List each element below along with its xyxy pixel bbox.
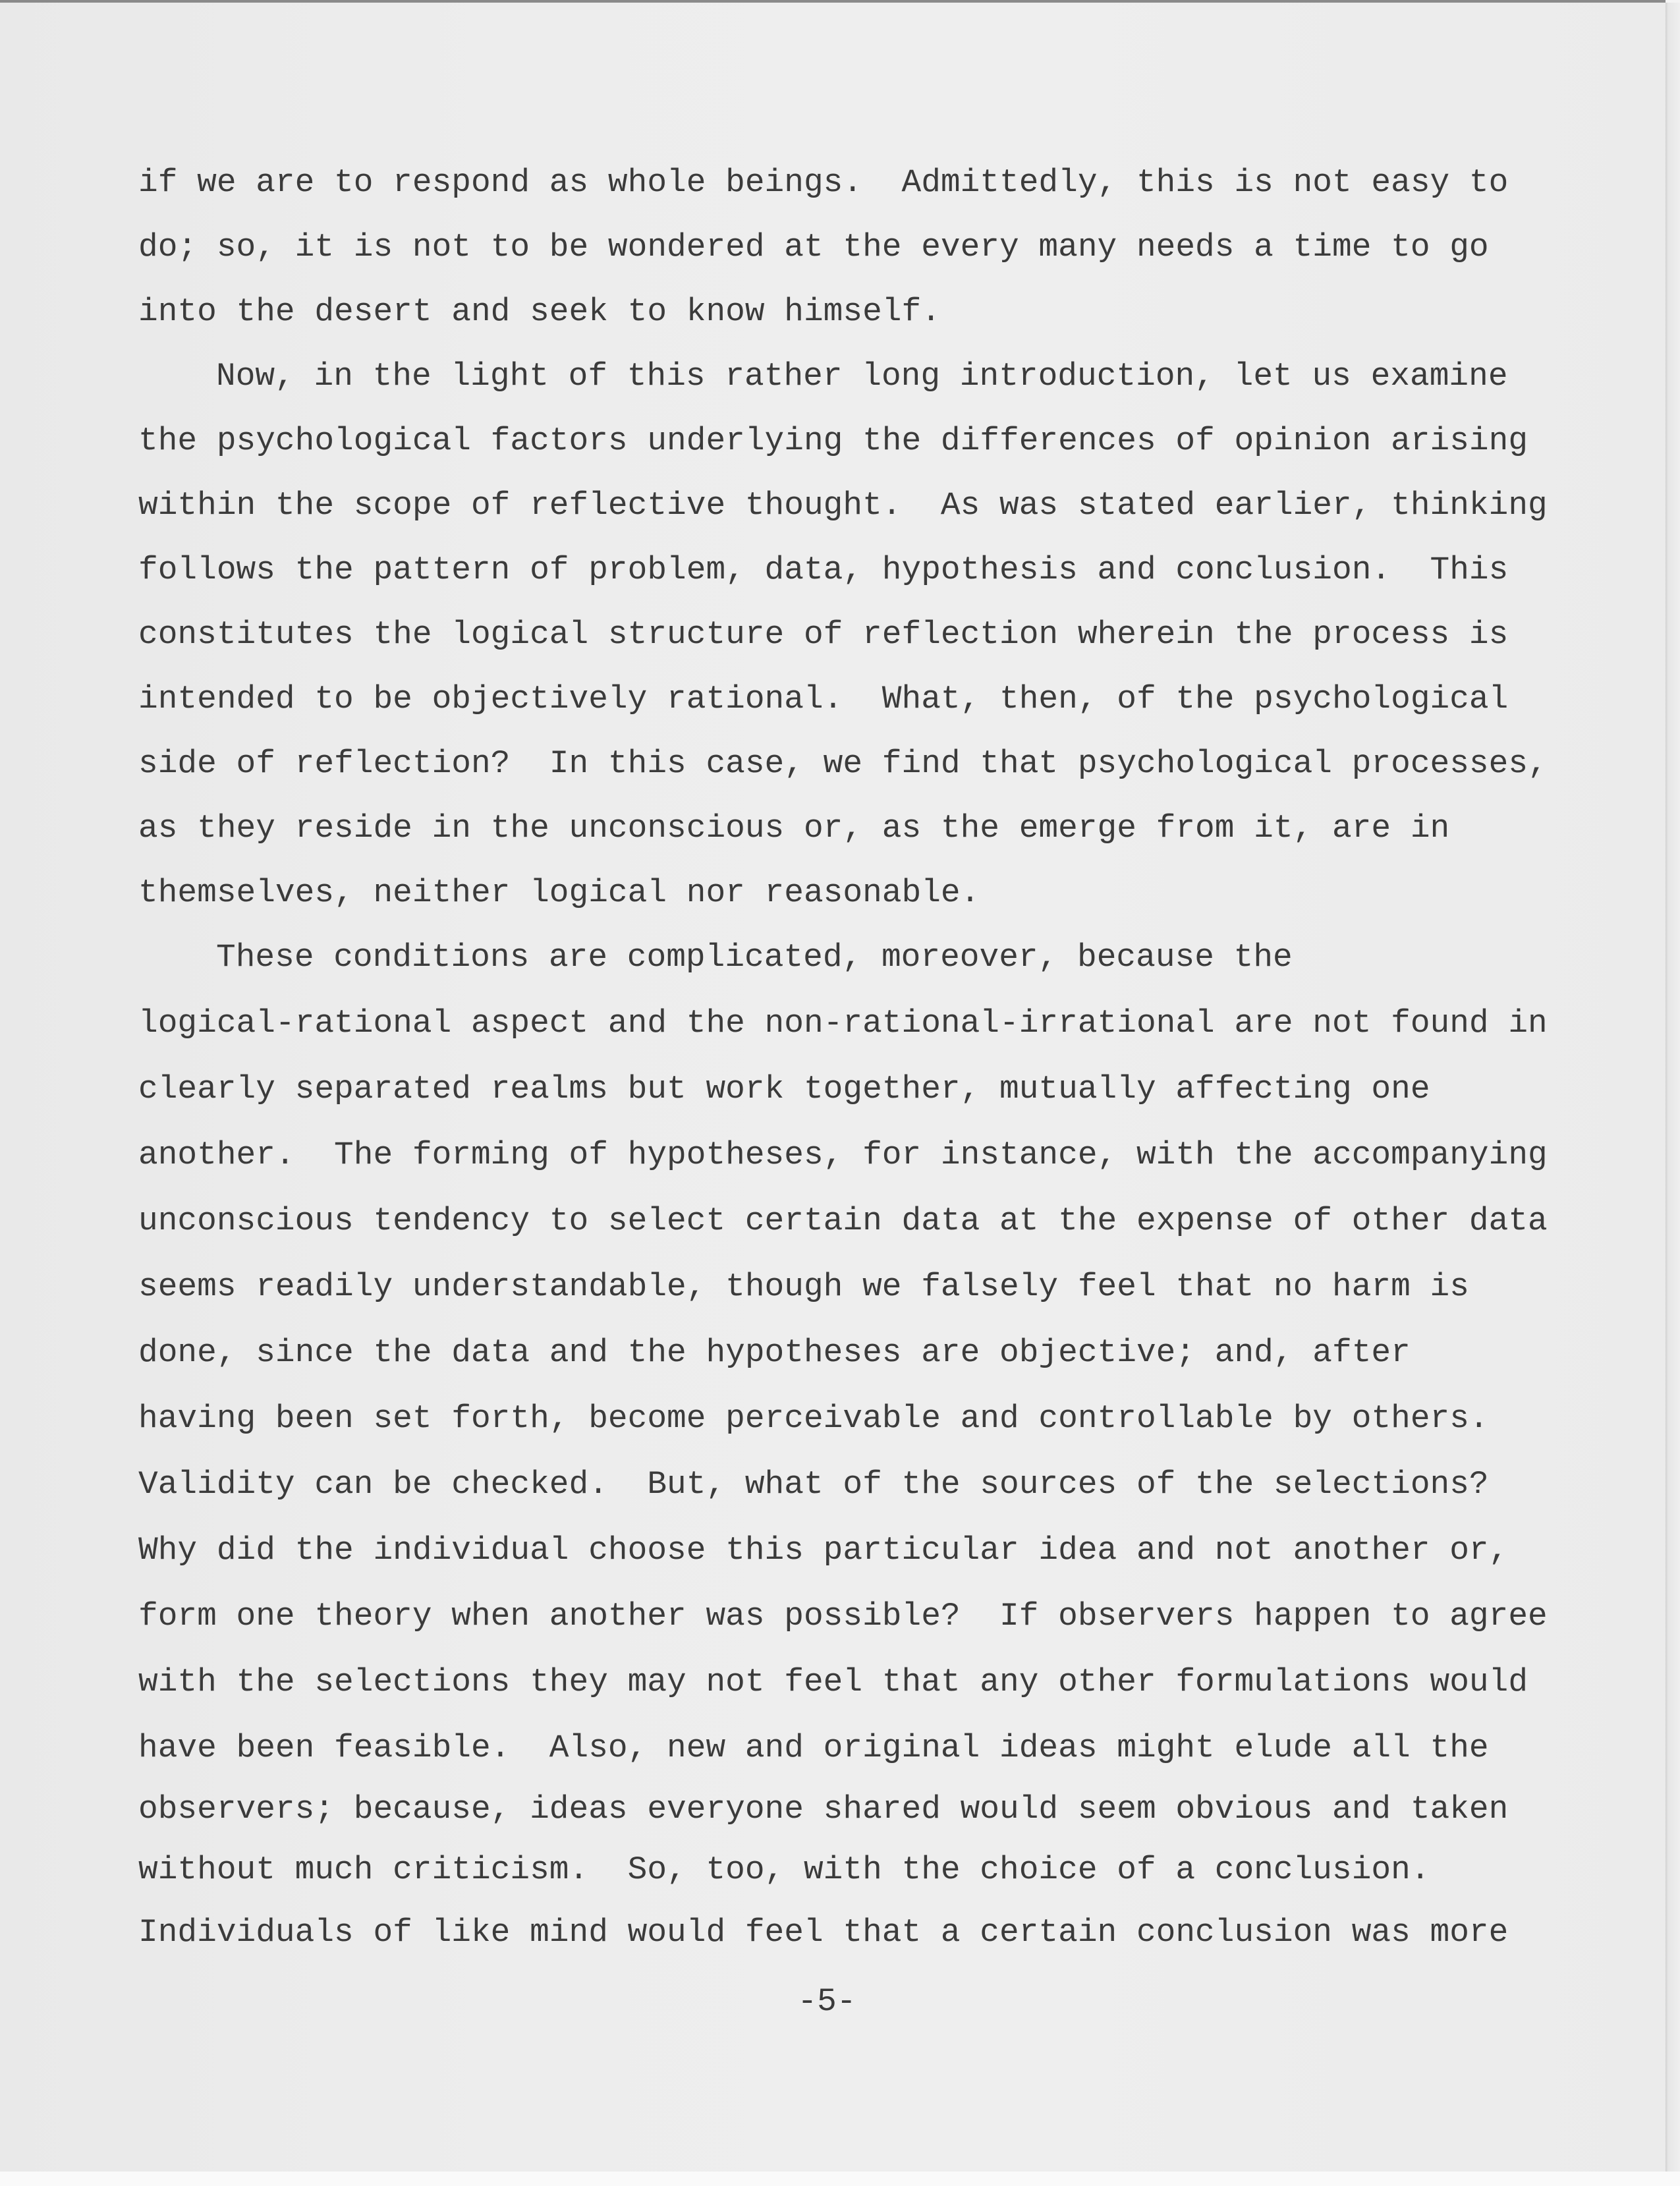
text-line: within the scope of reflective thought. As was stated earlier, thinking — [138, 487, 1548, 524]
text-line: Individuals of like mind would feel that a certain conclusion was more — [138, 1914, 1509, 1951]
text-line: another. The forming of hypotheses, for instance, with the accompanying — [138, 1136, 1548, 1173]
text-line: into the desert and seek to know himself. — [138, 293, 941, 330]
text-line: have been feasible. Also, new and original ideas might elude all the — [138, 1729, 1489, 1766]
page-edge-shadow — [1666, 3, 1680, 2177]
text-line: without much criticism. So, too, with the choice of a conclusion. — [138, 1851, 1430, 1888]
text-line: Why did the individual choose this particular idea and not another or, — [138, 1532, 1509, 1569]
paragraph-first-line: These conditions are complicated, moreover, because the — [216, 939, 1293, 976]
text-line: follows the pattern of problem, data, hypothesis and conclusion. This — [138, 551, 1509, 588]
text-line: seems readily understandable, though we falsely feel that no harm is — [138, 1268, 1469, 1305]
page-number: -5- — [797, 1983, 856, 2020]
text-line: observers; because, ideas everyone shared would seem obvious and taken — [138, 1791, 1509, 1828]
text-line: having been set forth, become perceivable and controllable by others. — [138, 1400, 1489, 1437]
text-line: logical-rational aspect and the non-rational-irrational are not found in — [138, 1005, 1548, 1042]
text-line: the psychological factors underlying the differences of opinion arising — [138, 422, 1528, 459]
text-line: do; so, it is not to be wondered at the every many needs a time to go — [138, 229, 1489, 266]
text-line: as they reside in the unconscious or, as the emerge from it, are in — [138, 810, 1450, 847]
paragraph-first-line: Now, in the light of this rather long introduction, let us examine — [216, 358, 1508, 395]
text-line: Validity can be checked. But, what of the sources of the selections? — [138, 1466, 1489, 1503]
text-line: unconscious tendency to select certain data at the expense of other data — [138, 1202, 1548, 1239]
text-line: clearly separated realms but work together, mutually affecting one — [138, 1071, 1430, 1107]
text-line: if we are to respond as whole beings. Admittedly, this is not easy to — [138, 164, 1509, 201]
text-line: side of reflection? In this case, we find that psychological processes, — [138, 745, 1548, 782]
text-line: intended to be objectively rational. What, then, of the psychological — [138, 681, 1509, 717]
text-line: form one theory when another was possible? If observers happen to agree — [138, 1598, 1548, 1635]
text-line: with the selections they may not feel that any other formulations would — [138, 1664, 1528, 1700]
text-line: done, since the data and the hypotheses are objective; and, after — [138, 1334, 1411, 1371]
text-line: themselves, neither logical nor reasonable. — [138, 874, 980, 911]
scan-bottom-margin — [0, 2172, 1680, 2186]
text-line: constitutes the logical structure of reflection wherein the process is — [138, 616, 1509, 653]
